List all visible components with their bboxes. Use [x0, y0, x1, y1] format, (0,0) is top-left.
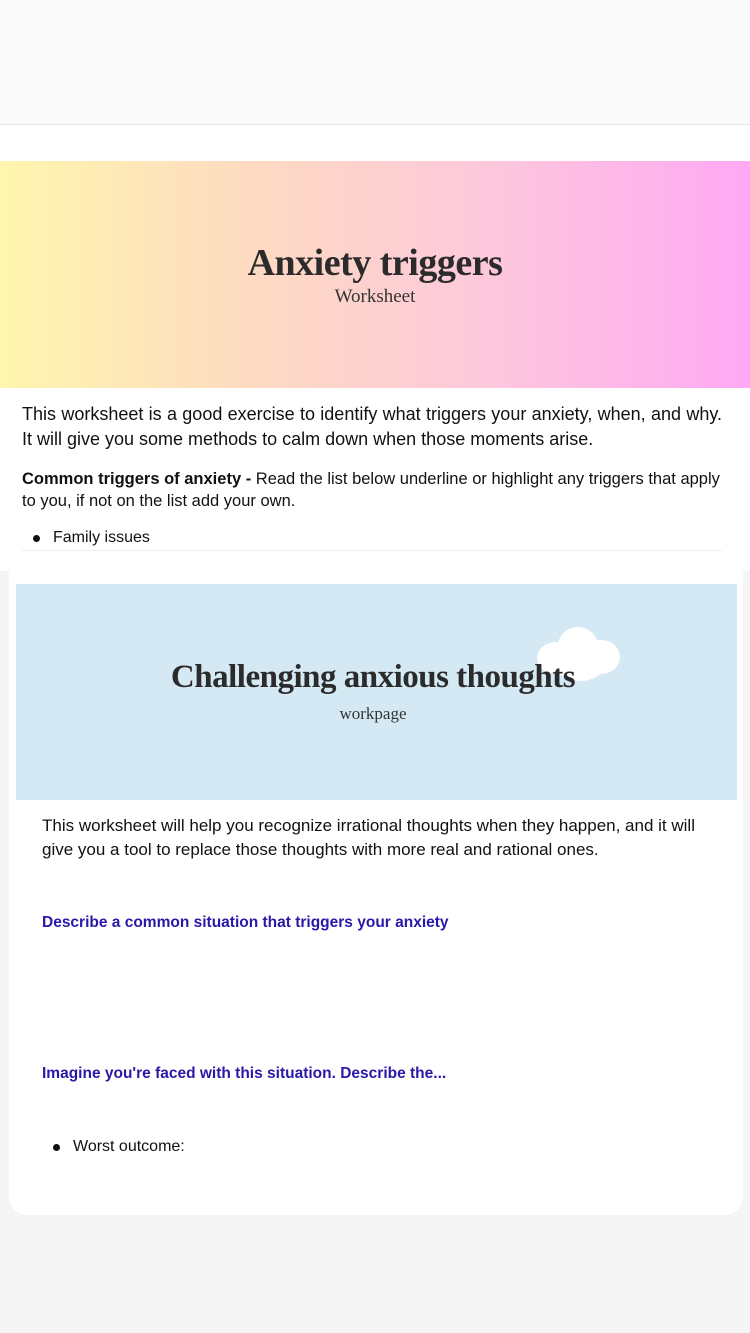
anxiety-triggers-worksheet	[0, 161, 750, 571]
worksheet-title: Challenging anxious thoughts	[170, 659, 576, 695]
worksheet-subtitle: workpage	[339, 704, 407, 723]
common-triggers-text: Read the list below underline or highlight any triggers that apply to you, if not on the list add your own.	[22, 470, 720, 510]
top-blank-area	[0, 0, 750, 125]
trigger-item-text: Family issues	[53, 529, 150, 546]
worksheet-intro: This worksheet will help you recognize irrational thoughts when they happen, and it will give you a tool to replace those thoughts with more real and rational ones.	[42, 816, 695, 859]
challenging-thoughts-worksheet	[9, 571, 743, 1215]
worksheet-subtitle: Worksheet	[334, 286, 416, 307]
common-triggers-label: Common triggers of anxiety -	[22, 470, 256, 488]
bullet-icon	[33, 535, 40, 542]
situation-answer-area[interactable]	[42, 943, 712, 1043]
situation-prompt: Describe a common situation that triggers your anxiety	[42, 914, 449, 931]
worksheet-title: Anxiety triggers	[247, 242, 503, 284]
list-item	[53, 1138, 185, 1156]
spacer	[0, 125, 750, 161]
worksheet-banner	[0, 161, 750, 388]
list-item	[33, 529, 150, 547]
worksheet-intro: This worksheet is a good exercise to identify what triggers your anxiety, when, and why. It will give you some methods to calm down when those moments arise.	[22, 404, 722, 449]
outcome-prompt: Imagine you're faced with this situation. Describe the...	[42, 1065, 447, 1082]
outcome-item-text: Worst outcome:	[73, 1138, 185, 1155]
common-triggers-instructions	[22, 468, 722, 512]
bullet-icon	[53, 1144, 60, 1151]
worksheet-banner	[16, 584, 737, 800]
divider	[22, 550, 722, 551]
